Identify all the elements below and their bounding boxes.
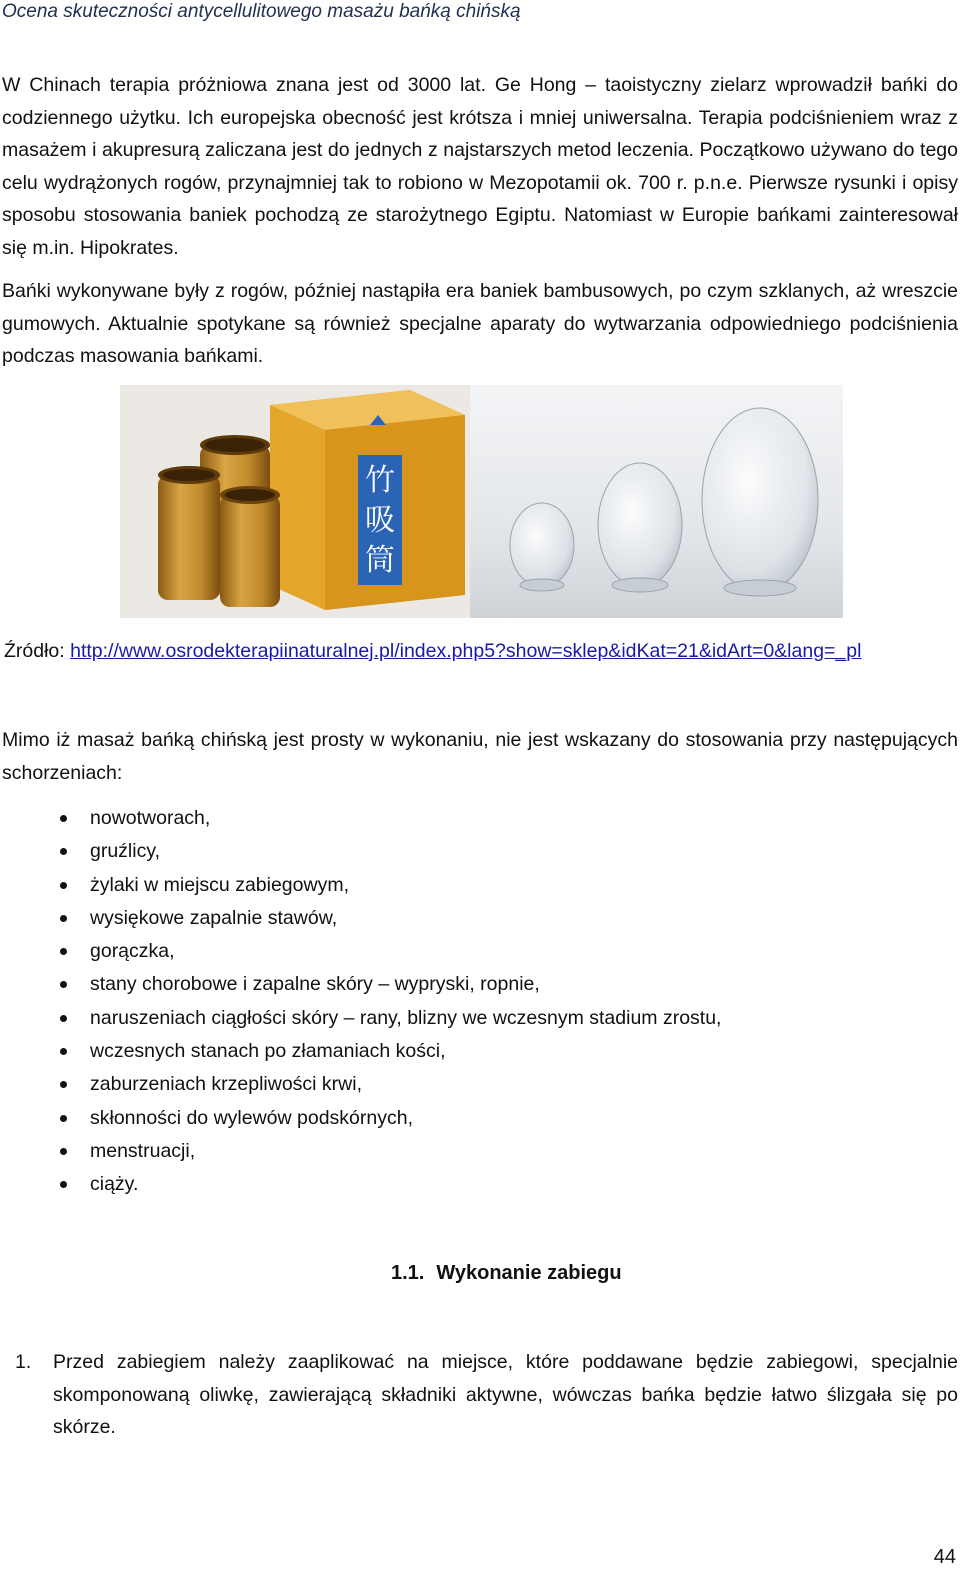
list-item: stany chorobowe i zapalne skóry – wypryski, ropnie, — [0, 968, 960, 1001]
list-item: wysiękowe zapalnie stawów, — [0, 902, 960, 935]
list-item: nowotworach, — [0, 802, 960, 835]
box-label-char-3: 筒 — [365, 543, 395, 578]
contraindications-list — [0, 802, 960, 1202]
bullet-icon — [60, 882, 67, 889]
step-number: 1. — [15, 1351, 32, 1373]
step-text: Przed zabiegiem należy zaaplikować na miejsce, które poddawane będzie zabiegowi, specjalnie skomponowaną oliwkę, zawierającą składniki aktywne, wówczas bańka będzie łatwo ślizgała się po skórze. — [53, 1351, 958, 1438]
bullet-icon — [60, 1015, 67, 1022]
bullet-icon — [60, 1115, 67, 1122]
section-number: 1.1. — [391, 1262, 425, 1284]
paragraph-history: W Chinach terapia próżniowa znana jest od 3000 lat. Ge Hong – taoistyczny zielarz wprowadził bańki do codziennego użytku. Ich europejska obecność jest krótsza i mniej uniwersalna. Terapia podciśnieniem wraz z masażem i akupresurą zaliczana jest do jednych z najstarszych metod leczenia. Początkowo używano do tego celu wydrążonych rogów, przynajmniej tak to robiono w Mezopotamii ok. 700 r. p.n.e. Pierwsze rysunki i opisy sposobu stosowania baniek pochodzą ze starożytnego Egiptu. Natomiast w Europie bańkami zainteresował się m.in. Hipokrates. — [2, 74, 958, 259]
bullet-icon — [60, 1048, 67, 1055]
bullet-icon — [60, 948, 67, 955]
list-item: gorączka, — [0, 935, 960, 968]
step-item — [0, 1346, 958, 1444]
bullet-icon — [60, 848, 67, 855]
bamboo-cup-medium — [158, 466, 220, 600]
section-title: Wykonanie zabiegu — [436, 1262, 622, 1284]
page-number: 44 — [933, 1546, 956, 1568]
list-item: żylaki w miejscu zabiegowym, — [0, 869, 960, 902]
list-item: menstruacji, — [0, 1135, 960, 1168]
running-header: Ocena skuteczności antycellulitowego masażu bańką chińską — [2, 1, 521, 22]
paragraph-materials: Bańki wykonywane były z rogów, później nastąpiła era baniek bambusowych, po czym szklanych, aż wreszcie gumowych. Aktualnie spotykane są również specjalne aparaty do wytwarzania odpowiedniego podciśnienia podczas masowania bańkami. — [2, 280, 958, 367]
cupping-photo-illustration — [120, 385, 843, 618]
bullet-icon — [60, 1081, 67, 1088]
source-label: Źródło: — [4, 640, 71, 662]
list-item: ciąży. — [0, 1168, 960, 1201]
list-item: wczesnych stanach po złamaniach kości, — [0, 1035, 960, 1068]
paragraph-contraindications-intro: Mimo iż masaż bańką chińską jest prosty w wykonaniu, nie jest wskazany do stosowania przy następujących schorzeniach: — [2, 729, 958, 784]
source-link[interactable]: http://www.osrodekterapiinaturalnej.pl/index.php5?show=sklep&idKat=21&idArt=0&lang=_pl — [70, 640, 862, 662]
box-label-char-1: 竹 — [365, 463, 395, 498]
bullet-icon — [60, 1148, 67, 1155]
section-heading — [391, 1258, 622, 1288]
bullet-icon — [60, 981, 67, 988]
bullet-icon — [60, 915, 67, 922]
bamboo-cup-front — [220, 486, 280, 607]
bullet-icon — [60, 1181, 67, 1188]
image-source — [4, 636, 960, 666]
box-label-char-2: 吸 — [365, 503, 395, 538]
list-item: skłonności do wylewów podskórnych, — [0, 1102, 960, 1135]
list-item: naruszeniach ciągłości skóry – rany, blizny we wczesnym stadium zrostu, — [0, 1002, 960, 1035]
bullet-icon — [60, 815, 67, 822]
list-item: gruźlicy, — [0, 835, 960, 868]
list-item: zaburzeniach krzepliwości krwi, — [0, 1068, 960, 1101]
cupping-sets-photo — [120, 385, 843, 618]
procedure-steps — [0, 1346, 958, 1444]
